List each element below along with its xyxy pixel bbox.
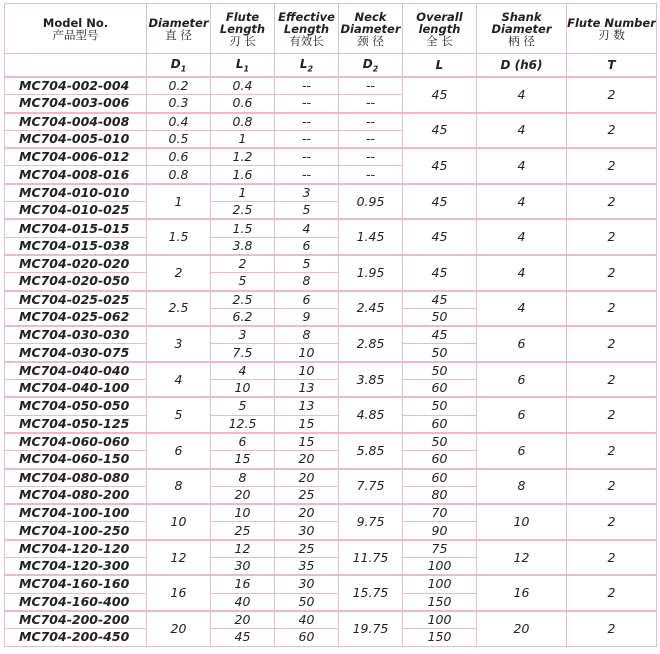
diameter-cell: 3 (147, 326, 211, 362)
shank-diameter-cell: 16 (477, 575, 567, 611)
flute-length-cell: 3.8 (211, 237, 275, 255)
symbol-effective-length: $L_2$ (275, 54, 339, 78)
overall-length-cell: 45 (403, 77, 477, 113)
model-number: MC704-010-010 (5, 184, 147, 202)
flute-length-cell: 2 (211, 255, 275, 273)
diameter-cell: 5 (147, 397, 211, 433)
diameter-cell: 20 (147, 611, 211, 646)
effective-length-cell: 25 (275, 486, 339, 504)
flute-length-cell: 3 (211, 326, 275, 344)
flute-number-cell: 2 (567, 362, 657, 398)
overall-length-cell: 50 (403, 433, 477, 451)
table-row (5, 611, 657, 629)
flute-length-cell: 7.5 (211, 344, 275, 362)
model-number: MC704-030-030 (5, 326, 147, 344)
model-number: MC704-040-100 (5, 380, 147, 398)
diameter-cell: 16 (147, 575, 211, 611)
model-number: MC704-025-062 (5, 308, 147, 326)
shank-diameter-cell: 4 (477, 148, 567, 184)
effective-length-cell: 5 (275, 255, 339, 273)
neck-diameter-cell: -- (339, 166, 403, 184)
shank-diameter-cell: 6 (477, 326, 567, 362)
neck-diameter-cell: 2.45 (339, 291, 403, 327)
model-number: MC704-100-100 (5, 504, 147, 522)
shank-diameter-cell: 4 (477, 184, 567, 220)
diameter-cell: 2 (147, 255, 211, 291)
flute-length-cell: 0.8 (211, 113, 275, 131)
flute-length-cell: 0.4 (211, 77, 275, 95)
model-number: MC704-020-020 (5, 255, 147, 273)
model-number: MC704-160-400 (5, 593, 147, 611)
effective-length-cell: -- (275, 130, 339, 148)
effective-length-cell: 13 (275, 380, 339, 398)
symbol-flute-number: T (567, 54, 657, 78)
neck-diameter-cell: 4.85 (339, 397, 403, 433)
flute-length-cell: 12 (211, 540, 275, 558)
symbol-overall-length: L (403, 54, 477, 78)
effective-length-cell: 8 (275, 273, 339, 291)
header-flute-number: Flute Number 刃 数 (567, 4, 657, 54)
shank-diameter-cell: 20 (477, 611, 567, 646)
flute-number-cell: 2 (567, 540, 657, 576)
flute-length-cell: 5 (211, 397, 275, 415)
flute-number-cell: 2 (567, 255, 657, 291)
effective-length-cell: -- (275, 166, 339, 184)
flute-number-cell: 2 (567, 504, 657, 540)
neck-diameter-cell: -- (339, 148, 403, 166)
diameter-cell: 4 (147, 362, 211, 398)
effective-length-cell: 10 (275, 344, 339, 362)
neck-diameter-cell: 19.75 (339, 611, 403, 646)
header-flute-length: Flute Length 刃 长 (211, 4, 275, 54)
flute-length-cell: 40 (211, 593, 275, 611)
header-effective-length: Effective Length 有效长 (275, 4, 339, 54)
flute-number-cell: 2 (567, 326, 657, 362)
neck-diameter-cell: 9.75 (339, 504, 403, 540)
effective-length-cell: 20 (275, 504, 339, 522)
effective-length-cell: 3 (275, 184, 339, 202)
flute-length-cell: 15 (211, 451, 275, 469)
flute-number-cell: 2 (567, 219, 657, 255)
overall-length-cell: 60 (403, 469, 477, 487)
model-number: MC704-160-160 (5, 575, 147, 593)
effective-length-cell: 30 (275, 575, 339, 593)
diameter-cell: 0.6 (147, 148, 211, 166)
symbol-shank-diameter: D (h6) (477, 54, 567, 78)
shank-diameter-cell: 4 (477, 255, 567, 291)
diameter-cell: 0.4 (147, 113, 211, 131)
overall-length-cell: 60 (403, 380, 477, 398)
effective-length-cell: 5 (275, 202, 339, 220)
diameter-cell: 12 (147, 540, 211, 576)
shank-diameter-cell: 6 (477, 397, 567, 433)
shank-diameter-cell: 4 (477, 77, 567, 113)
overall-length-cell: 50 (403, 344, 477, 362)
flute-length-cell: 1.6 (211, 166, 275, 184)
overall-length-cell: 50 (403, 308, 477, 326)
flute-number-cell: 2 (567, 575, 657, 611)
effective-length-cell: 15 (275, 433, 339, 451)
neck-diameter-cell: 1.45 (339, 219, 403, 255)
diameter-cell: 6 (147, 433, 211, 469)
flute-number-cell: 2 (567, 291, 657, 327)
flute-length-cell: 0.6 (211, 95, 275, 113)
table-row (5, 184, 657, 202)
effective-length-cell: -- (275, 77, 339, 95)
table-row (5, 397, 657, 415)
model-number: MC704-005-010 (5, 130, 147, 148)
header-model: Model No. 产品型号 (5, 4, 147, 54)
model-number: MC704-008-016 (5, 166, 147, 184)
flute-length-cell: 1.5 (211, 219, 275, 237)
diameter-cell: 2.5 (147, 291, 211, 327)
diameter-cell: 0.8 (147, 166, 211, 184)
table-row (5, 469, 657, 487)
model-number: MC704-015-015 (5, 219, 147, 237)
header-overall-length: Overall length 全 长 (403, 4, 477, 54)
neck-diameter-cell: 11.75 (339, 540, 403, 576)
flute-length-cell: 10 (211, 504, 275, 522)
flute-number-cell: 2 (567, 469, 657, 505)
effective-length-cell: 15 (275, 415, 339, 433)
neck-diameter-cell: 2.85 (339, 326, 403, 362)
overall-length-cell: 75 (403, 540, 477, 558)
table-row (5, 291, 657, 309)
model-number: MC704-060-060 (5, 433, 147, 451)
overall-length-cell: 60 (403, 415, 477, 433)
overall-length-cell: 45 (403, 219, 477, 255)
model-number: MC704-006-012 (5, 148, 147, 166)
overall-length-cell: 100 (403, 575, 477, 593)
symbol-model (5, 54, 147, 78)
flute-length-cell: 4 (211, 362, 275, 380)
flute-number-cell: 2 (567, 433, 657, 469)
diameter-cell: 0.2 (147, 77, 211, 95)
effective-length-cell: 25 (275, 540, 339, 558)
table-row (5, 77, 657, 95)
model-number: MC704-080-200 (5, 486, 147, 504)
table-row (5, 575, 657, 593)
flute-number-cell: 2 (567, 184, 657, 220)
neck-diameter-cell: 3.85 (339, 362, 403, 398)
flute-length-cell: 8 (211, 469, 275, 487)
model-number: MC704-020-050 (5, 273, 147, 291)
flute-length-cell: 30 (211, 558, 275, 576)
overall-length-cell: 45 (403, 255, 477, 291)
effective-length-cell: 6 (275, 291, 339, 309)
effective-length-cell: 50 (275, 593, 339, 611)
model-number: MC704-100-250 (5, 522, 147, 540)
effective-length-cell: 35 (275, 558, 339, 576)
overall-length-cell: 50 (403, 362, 477, 380)
overall-length-cell: 80 (403, 486, 477, 504)
effective-length-cell: 6 (275, 237, 339, 255)
model-number: MC704-030-075 (5, 344, 147, 362)
overall-length-cell: 100 (403, 611, 477, 629)
flute-length-cell: 45 (211, 629, 275, 646)
symbol-diameter: $D_1$ (147, 54, 211, 78)
neck-diameter-cell: 15.75 (339, 575, 403, 611)
flute-number-cell: 2 (567, 611, 657, 646)
model-number: MC704-060-150 (5, 451, 147, 469)
spec-table (4, 3, 657, 647)
effective-length-cell: 10 (275, 362, 339, 380)
effective-length-cell: 20 (275, 469, 339, 487)
flute-length-cell: 2.5 (211, 202, 275, 220)
neck-diameter-cell: -- (339, 95, 403, 113)
shank-diameter-cell: 4 (477, 219, 567, 255)
model-number: MC704-080-080 (5, 469, 147, 487)
neck-diameter-cell: -- (339, 113, 403, 131)
model-number: MC704-025-025 (5, 291, 147, 309)
flute-length-cell: 10 (211, 380, 275, 398)
table-body (5, 77, 657, 646)
header-neck-diameter: Neck Diameter 颈 径 (339, 4, 403, 54)
effective-length-cell: 8 (275, 326, 339, 344)
overall-length-cell: 100 (403, 558, 477, 576)
diameter-cell: 1 (147, 184, 211, 220)
overall-length-cell: 150 (403, 629, 477, 646)
flute-length-cell: 12.5 (211, 415, 275, 433)
model-number: MC704-002-004 (5, 77, 147, 95)
model-number: MC704-050-050 (5, 397, 147, 415)
model-number: MC704-004-008 (5, 113, 147, 131)
overall-length-cell: 45 (403, 291, 477, 309)
neck-diameter-cell: -- (339, 130, 403, 148)
flute-length-cell: 20 (211, 486, 275, 504)
flute-length-cell: 16 (211, 575, 275, 593)
model-number: MC704-040-040 (5, 362, 147, 380)
model-number: MC704-200-200 (5, 611, 147, 629)
flute-length-cell: 6 (211, 433, 275, 451)
header-diameter: Diameter 直 径 (147, 4, 211, 54)
diameter-cell: 0.5 (147, 130, 211, 148)
overall-length-cell: 45 (403, 184, 477, 220)
effective-length-cell: 13 (275, 397, 339, 415)
shank-diameter-cell: 12 (477, 540, 567, 576)
flute-length-cell: 5 (211, 273, 275, 291)
flute-length-cell: 6.2 (211, 308, 275, 326)
effective-length-cell: 9 (275, 308, 339, 326)
overall-length-cell: 45 (403, 113, 477, 149)
symbol-neck-diameter: $D_2$ (339, 54, 403, 78)
overall-length-cell: 45 (403, 326, 477, 344)
overall-length-cell: 150 (403, 593, 477, 611)
neck-diameter-cell: 1.95 (339, 255, 403, 291)
table-row (5, 540, 657, 558)
table-row (5, 255, 657, 273)
table-row (5, 113, 657, 131)
flute-number-cell: 2 (567, 77, 657, 113)
shank-diameter-cell: 10 (477, 504, 567, 540)
table-row (5, 148, 657, 166)
overall-length-cell: 90 (403, 522, 477, 540)
neck-diameter-cell: 0.95 (339, 184, 403, 220)
neck-diameter-cell: -- (339, 77, 403, 95)
flute-length-cell: 1 (211, 184, 275, 202)
table-row (5, 504, 657, 522)
diameter-cell: 0.3 (147, 95, 211, 113)
table-row (5, 362, 657, 380)
diameter-cell: 8 (147, 469, 211, 505)
diameter-cell: 10 (147, 504, 211, 540)
flute-length-cell: 1 (211, 130, 275, 148)
effective-length-cell: 30 (275, 522, 339, 540)
shank-diameter-cell: 6 (477, 433, 567, 469)
flute-number-cell: 2 (567, 148, 657, 184)
overall-length-cell: 45 (403, 148, 477, 184)
shank-diameter-cell: 8 (477, 469, 567, 505)
model-number: MC704-120-300 (5, 558, 147, 576)
neck-diameter-cell: 7.75 (339, 469, 403, 505)
shank-diameter-cell: 4 (477, 113, 567, 149)
effective-length-cell: 20 (275, 451, 339, 469)
model-number: MC704-200-450 (5, 629, 147, 646)
model-number: MC704-120-120 (5, 540, 147, 558)
effective-length-cell: -- (275, 95, 339, 113)
flute-length-cell: 1.2 (211, 148, 275, 166)
flute-length-cell: 2.5 (211, 291, 275, 309)
flute-length-cell: 20 (211, 611, 275, 629)
overall-length-cell: 60 (403, 451, 477, 469)
shank-diameter-cell: 6 (477, 362, 567, 398)
diameter-cell: 1.5 (147, 219, 211, 255)
flute-number-cell: 2 (567, 397, 657, 433)
model-number: MC704-010-025 (5, 202, 147, 220)
overall-length-cell: 70 (403, 504, 477, 522)
effective-length-cell: 40 (275, 611, 339, 629)
table-row (5, 219, 657, 237)
effective-length-cell: 4 (275, 219, 339, 237)
neck-diameter-cell: 5.85 (339, 433, 403, 469)
model-number: MC704-050-125 (5, 415, 147, 433)
header-shank-diameter: Shank Diameter 柄 径 (477, 4, 567, 54)
overall-length-cell: 50 (403, 397, 477, 415)
flute-number-cell: 2 (567, 113, 657, 149)
effective-length-cell: 60 (275, 629, 339, 646)
table-row (5, 433, 657, 451)
symbol-flute-length: $L_1$ (211, 54, 275, 78)
table-row (5, 326, 657, 344)
effective-length-cell: -- (275, 113, 339, 131)
shank-diameter-cell: 4 (477, 291, 567, 327)
model-number: MC704-003-006 (5, 95, 147, 113)
flute-length-cell: 25 (211, 522, 275, 540)
effective-length-cell: -- (275, 148, 339, 166)
model-number: MC704-015-038 (5, 237, 147, 255)
